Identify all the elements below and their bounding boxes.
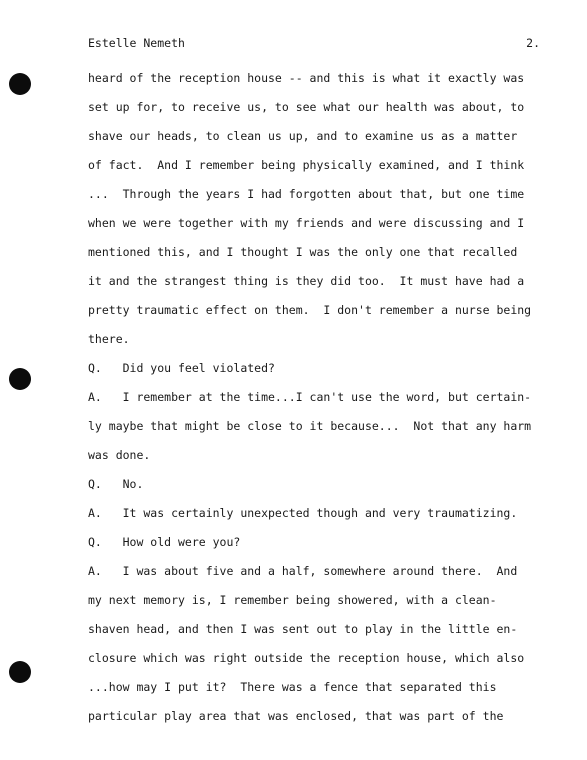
transcript-line: Q. No. bbox=[88, 477, 144, 491]
transcript-line: it and the strangest thing is they did too. It must have had a bbox=[88, 274, 525, 288]
transcript-line: of fact. And I remember being physically examined, and I think bbox=[88, 158, 525, 172]
binder-hole bbox=[9, 368, 31, 390]
transcript-line: heard of the reception house -- and this is what it exactly was bbox=[88, 71, 525, 85]
transcript-line: shaven head, and then I was sent out to play in the little en- bbox=[88, 622, 518, 636]
transcript-line: A. I was about five and a half, somewhere around there. And bbox=[88, 564, 518, 578]
transcript-line: closure which was right outside the reception house, which also bbox=[88, 651, 525, 665]
transcript-line: there. bbox=[88, 332, 130, 346]
transcript-line: ...how may I put it? There was a fence that separated this bbox=[88, 680, 497, 694]
transcript-line: was done. bbox=[88, 448, 151, 462]
transcript-line: pretty traumatic effect on them. I don't remember a nurse being bbox=[88, 303, 532, 317]
transcript-line: my next memory is, I remember being showered, with a clean- bbox=[88, 593, 497, 607]
binder-hole bbox=[9, 73, 31, 95]
transcript-line: A. It was certainly unexpected though and very traumatizing. bbox=[88, 506, 518, 520]
transcript-line: ... Through the years I had forgotten about that, but one time bbox=[88, 187, 525, 201]
page-number: 2. bbox=[526, 36, 540, 50]
interviewee-name: Estelle Nemeth bbox=[88, 36, 185, 50]
transcript-line: Q. Did you feel violated? bbox=[88, 361, 275, 375]
transcript-line: A. I remember at the time...I can't use the word, but certain- bbox=[88, 390, 532, 404]
transcript-body bbox=[88, 64, 540, 731]
page-header bbox=[88, 34, 540, 52]
transcript-line: mentioned this, and I thought I was the only one that recalled bbox=[88, 245, 518, 259]
transcript-line: when we were together with my friends and were discussing and I bbox=[88, 216, 525, 230]
transcript-line: particular play area that was enclosed, that was part of the bbox=[88, 709, 504, 723]
transcript-line: Q. How old were you? bbox=[88, 535, 241, 549]
binder-hole bbox=[9, 661, 31, 683]
transcript-line: ly maybe that might be close to it because... Not that any harm bbox=[88, 419, 532, 433]
transcript-line: shave our heads, to clean us up, and to examine us as a matter bbox=[88, 129, 518, 143]
transcript-line: set up for, to receive us, to see what our health was about, to bbox=[88, 100, 525, 114]
